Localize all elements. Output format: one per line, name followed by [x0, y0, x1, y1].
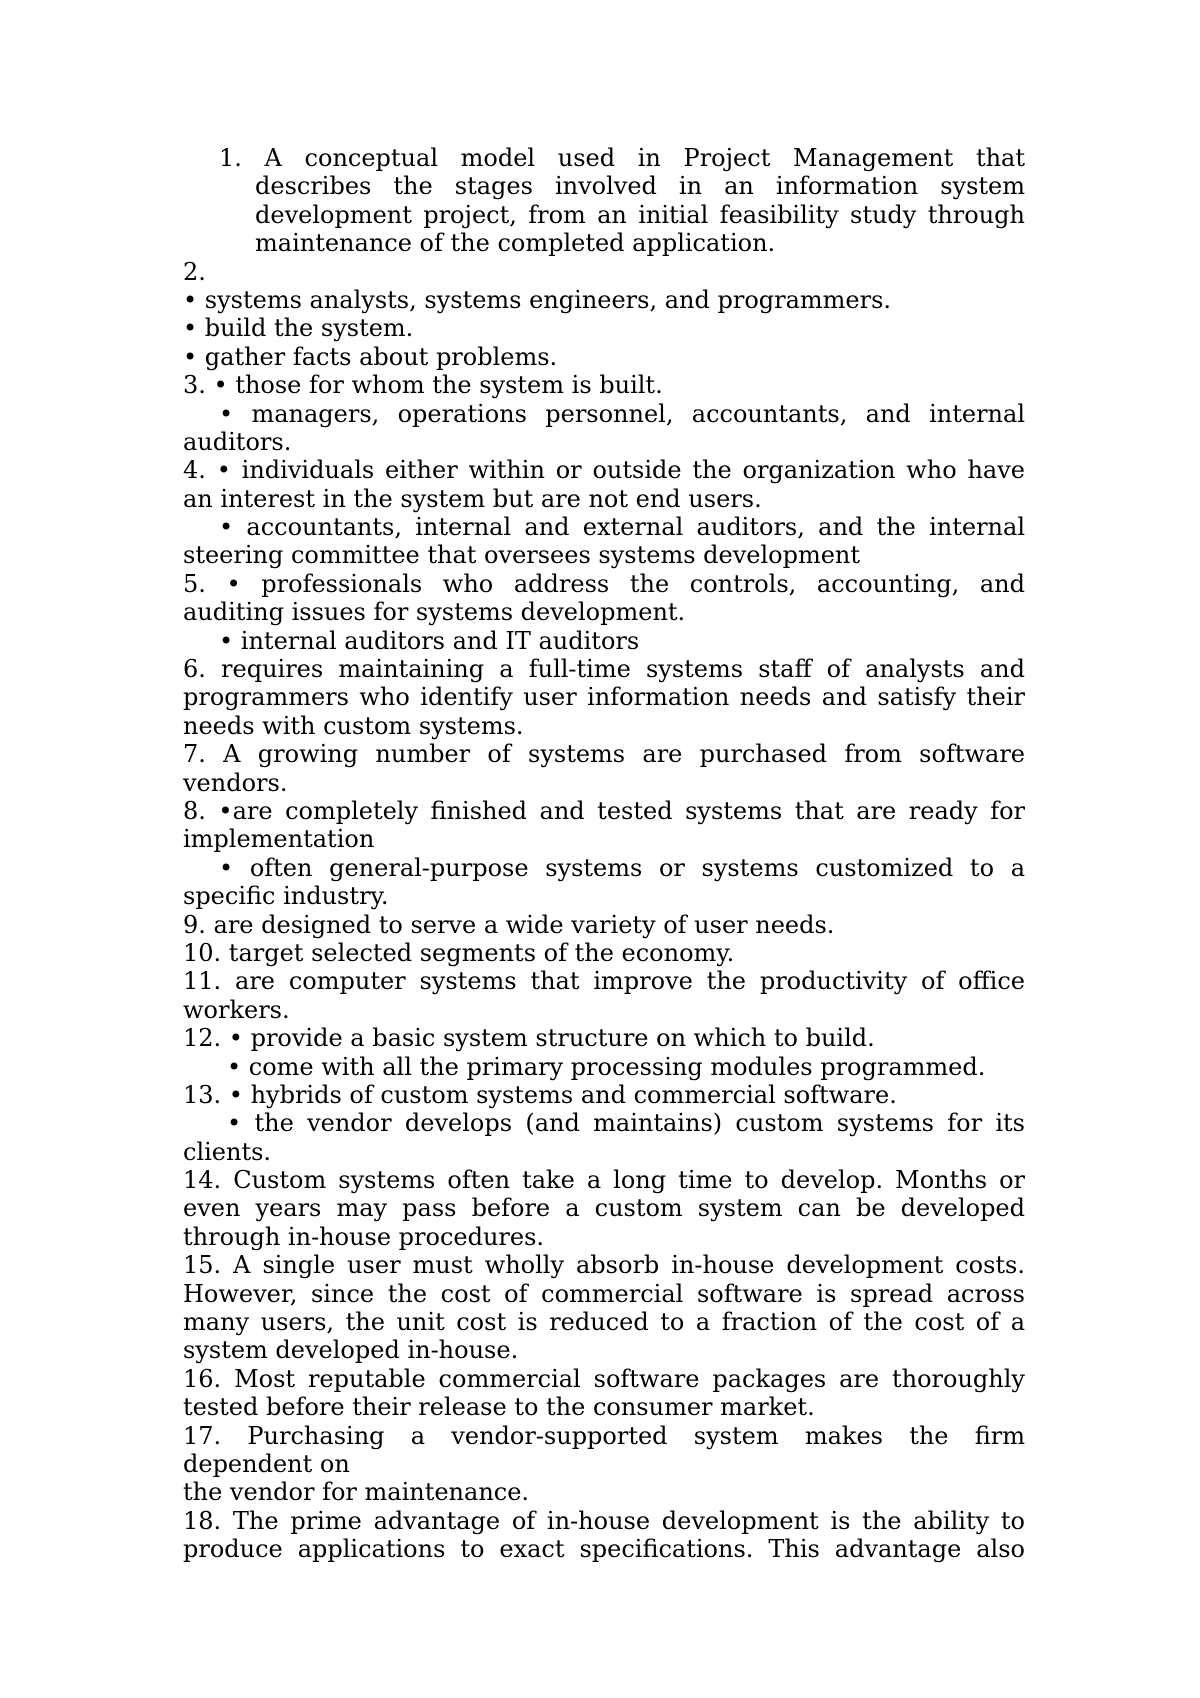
- document-line: 13. • hybrids of custom systems and commercial software.: [183, 1080, 897, 1109]
- document-line: 7. A growing number of systems are purchased from software: [183, 740, 1025, 769]
- document-line: even years may pass before a custom system can be developed: [183, 1194, 1025, 1223]
- document-line: an interest in the system but are not end users.: [183, 484, 762, 513]
- document-line: 10. target selected segments of the economy.: [183, 938, 735, 967]
- document-line: • the vendor develops (and maintains) custom systems for its: [227, 1109, 1025, 1138]
- document-line: specific industry.: [183, 882, 389, 911]
- document-line: 2.: [183, 257, 206, 286]
- document-line: • accountants, internal and external auditors, and the internal: [219, 513, 1025, 542]
- document-line: needs with custom systems.: [183, 711, 524, 740]
- document-line: implementation: [183, 825, 375, 854]
- document-line: 16. Most reputable commercial software packages are thoroughly: [183, 1364, 1025, 1393]
- document-line: • often general-purpose systems or systems customized to a: [219, 853, 1025, 882]
- document-line: vendors.: [183, 768, 288, 797]
- document-line: steering committee that oversees systems development: [183, 541, 861, 570]
- document-line: 3. • those for whom the system is built.: [183, 371, 663, 400]
- document-line: auditing issues for systems development.: [183, 598, 686, 627]
- document-line: the vendor for maintenance.: [183, 1478, 530, 1507]
- document-line: • build the system.: [183, 314, 414, 343]
- document-line: 1. A conceptual model used in Project Management that: [219, 144, 1025, 172]
- document-line: describes the stages involved in an information system: [255, 172, 1025, 201]
- document-line: dependent on: [183, 1449, 350, 1478]
- document-line: programmers who identify user information needs and satisfy their: [183, 683, 1025, 712]
- document-line: many users, the unit cost is reduced to a fraction of the cost of a: [183, 1308, 1025, 1337]
- document-line: workers.: [183, 995, 290, 1024]
- document-line: 11. are computer systems that improve the productivity of office: [183, 967, 1025, 996]
- document-line: • gather facts about problems.: [183, 342, 558, 371]
- document-line: tested before their release to the consumer market.: [183, 1393, 815, 1422]
- document-line: system developed in-house.: [183, 1336, 519, 1365]
- document-line: 5. • professionals who address the controls, accounting, and: [183, 569, 1025, 598]
- document-line: However, since the cost of commercial software is spread across: [183, 1279, 1025, 1308]
- document-line: • systems analysts, systems engineers, and programmers.: [183, 285, 892, 314]
- document-line: development project, from an initial feasibility study through: [255, 200, 1025, 229]
- document-page: [183, 144, 1025, 1564]
- document-line: 17. Purchasing a vendor-supported system makes the firm: [183, 1421, 1025, 1450]
- document-line: 14. Custom systems often take a long time to develop. Months or: [183, 1166, 1025, 1195]
- document-line: 18. The prime advantage of in-house development is the ability to: [183, 1506, 1025, 1535]
- document-line: 8. •are completely finished and tested systems that are ready for: [183, 796, 1025, 825]
- document-line: 9. are designed to serve a wide variety of user needs.: [183, 910, 835, 939]
- document-line: 15. A single user must wholly absorb in-house development costs.: [183, 1251, 1025, 1280]
- document-line: auditors.: [183, 427, 292, 456]
- document-line: • internal auditors and IT auditors: [219, 626, 640, 655]
- document-line: maintenance of the completed application.: [255, 229, 776, 258]
- document-line: through in-house procedures.: [183, 1222, 545, 1251]
- document-line: produce applications to exact specifications. This advantage also: [183, 1535, 1025, 1564]
- document-line: clients.: [183, 1137, 272, 1166]
- document-line: • managers, operations personnel, accountants, and internal: [219, 399, 1025, 428]
- document-line: • come with all the primary processing modules programmed.: [227, 1052, 986, 1081]
- document-line: 6. requires maintaining a full-time systems staff of analysts and: [183, 655, 1025, 684]
- document-line: 4. • individuals either within or outside the organization who have: [183, 456, 1025, 485]
- document-line: 12. • provide a basic system structure on which to build.: [183, 1024, 875, 1053]
